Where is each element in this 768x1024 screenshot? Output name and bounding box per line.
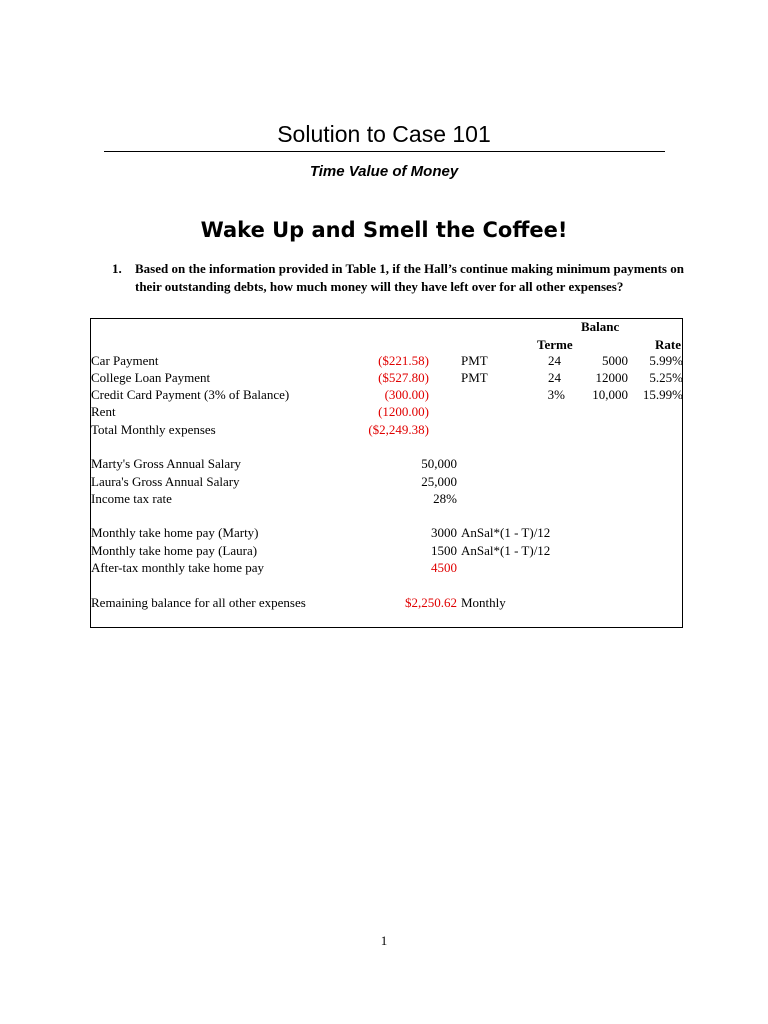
row-label: After-tax monthly take home pay <box>91 560 265 575</box>
row-amount: ($527.80) <box>378 370 429 385</box>
row-label: Total Monthly expenses <box>91 422 216 437</box>
row-label: Rent <box>91 404 116 419</box>
row-value: 25,000 <box>421 474 457 489</box>
row-label: Monthly take home pay (Marty) <box>91 525 259 540</box>
row-rate: 5.99% <box>649 353 683 368</box>
row-balance: 12000 <box>595 370 628 385</box>
row-amount: (300.00) <box>384 387 429 402</box>
row-rate: 5.25% <box>649 370 683 385</box>
row-balance: 10,000 <box>592 387 628 402</box>
row-formula: AnSal*(1 - T)/12 <box>461 543 551 558</box>
row-term: 3% <box>547 387 565 402</box>
row-value: 1500 <box>431 543 457 558</box>
row-note: PMT <box>461 353 488 368</box>
title-divider <box>104 151 665 152</box>
remaining-label: Remaining balance for all other expenses <box>91 595 306 610</box>
header-term: Terme <box>537 337 573 352</box>
row-term: 24 <box>548 370 561 385</box>
row-amount: ($2,249.38) <box>368 422 429 437</box>
row-amount: (1200.00) <box>378 404 429 419</box>
question-number: 1. <box>112 261 122 276</box>
row-label: Credit Card Payment (3% of Balance) <box>91 387 290 402</box>
row-rate: 15.99% <box>642 387 683 402</box>
remaining-note: Monthly <box>461 595 506 610</box>
row-term: 24 <box>548 353 561 368</box>
row-label: Monthly take home pay (Laura) <box>91 543 258 558</box>
row-label: Marty's Gross Annual Salary <box>91 456 242 471</box>
question-text: Based on the information provided in Table 1, if the Hall’s continue making minimum payments on their outstanding debts, how much money will they have left over for all other expenses? <box>135 261 684 294</box>
row-formula: AnSal*(1 - T)/12 <box>461 525 551 540</box>
row-label: Laura's Gross Annual Salary <box>91 474 240 489</box>
row-value: 28% <box>433 491 457 506</box>
header-balance: Balanc <box>581 319 620 334</box>
row-amount: ($221.58) <box>378 353 429 368</box>
row-value: 50,000 <box>421 456 457 471</box>
case-headline: Wake Up and Smell the Coffee! <box>200 218 568 242</box>
row-note: PMT <box>461 370 488 385</box>
row-value: 4500 <box>431 560 457 575</box>
header-rate: Rate <box>655 337 681 352</box>
row-value: 3000 <box>431 525 457 540</box>
page-number: 1 <box>380 933 388 948</box>
remaining-value: $2,250.62 <box>405 595 457 610</box>
row-label: Car Payment <box>91 353 159 368</box>
row-balance: 5000 <box>602 353 628 368</box>
solution-table <box>90 318 683 628</box>
row-label: Income tax rate <box>91 491 172 506</box>
row-label: College Loan Payment <box>91 370 211 385</box>
document-title: Solution to Case 101 <box>277 121 491 147</box>
document-subtitle: Time Value of Money <box>309 163 459 180</box>
question-1 <box>112 260 692 295</box>
